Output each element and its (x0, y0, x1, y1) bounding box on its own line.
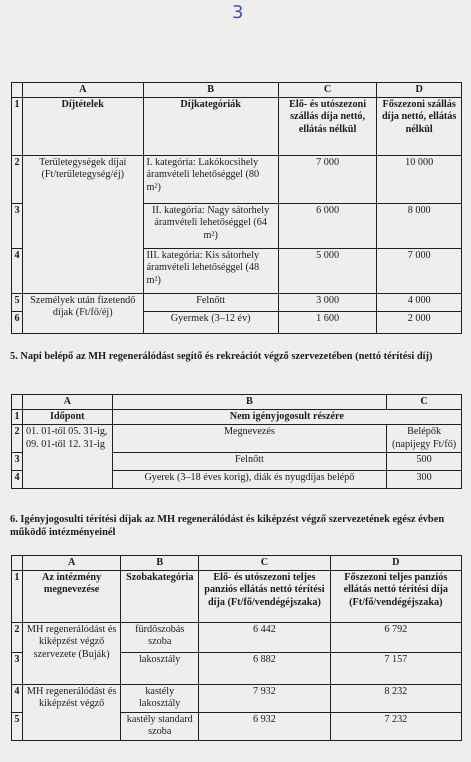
value-cell: 7 157 (330, 653, 461, 685)
value-cell: 7 932 (199, 685, 330, 713)
column-label: Megnevezés (112, 425, 387, 453)
table-row (12, 156, 462, 204)
header-cell: Elő- és utószezoni teljes panziós ellátás nettó térítési díja (Ft/fő/vendégéjszaka) (199, 571, 330, 623)
header-cell: Az intézmény megnevezése (22, 571, 120, 623)
room-category: kastély lakosztály (121, 685, 199, 713)
value-cell: 8 232 (330, 685, 461, 713)
table-row (12, 294, 462, 312)
col-letter: D (377, 83, 462, 98)
header-row (12, 410, 462, 425)
col-letter: D (330, 556, 461, 571)
header-cell: Szobakategória (121, 571, 199, 623)
table-row (12, 685, 462, 713)
table-row (12, 425, 462, 453)
value-cell: 1 600 (278, 312, 377, 334)
row-number: 4 (12, 471, 23, 489)
value-cell: 4 000 (377, 294, 462, 312)
category-cell: Gyermek (3–12 év) (143, 312, 278, 334)
header-cell: Díjkategóriák (143, 98, 278, 156)
value-cell: 7 000 (377, 249, 462, 294)
row-number: 5 (12, 294, 23, 312)
institution-cell: MH regenerálódást és kiképzést végző (22, 685, 120, 741)
row-number: 3 (12, 653, 23, 685)
entry-name: Felnőtt (112, 453, 387, 471)
row-number: 2 (12, 156, 23, 204)
value-cell: 7 000 (278, 156, 377, 204)
value-cell: 6 932 (199, 713, 330, 741)
period-cell: 01. 01-től 05. 31-ig, 09. 01-től 12. 31-ig (22, 425, 112, 489)
col-letter: B (112, 395, 387, 410)
header-cell: Főszezoni szállás díja nettó, ellátás nélkül (377, 98, 462, 156)
value-cell: 6 792 (330, 623, 461, 653)
group-label: Területegységek díjai (Ft/területegység/éj) (22, 156, 143, 294)
col-letter: C (387, 395, 462, 410)
room-category: lakosztály (121, 653, 199, 685)
category-cell: Felnőtt (143, 294, 278, 312)
value-cell: 8 000 (377, 204, 462, 249)
row-number: 6 (12, 312, 23, 334)
row-number: 1 (12, 571, 23, 623)
col-letter: A (22, 556, 120, 571)
header-cell: Elő- és utószezoni szállás díja nettó, ellátás nélkül (278, 98, 377, 156)
value-cell: 6 000 (278, 204, 377, 249)
column-label: Belépők (napijegy Ft/fő) (387, 425, 462, 453)
row-number: 5 (12, 713, 23, 741)
category-cell: I. kategória: Lakókocsihely áramvételi lehetőséggel (80 m²) (143, 156, 278, 204)
column-letters-row (12, 395, 462, 410)
row-number: 1 (12, 98, 23, 156)
entry-value: 300 (387, 471, 462, 489)
header-cell: Főszezoni teljes panziós ellátás nettó térítési díja (Ft/fő/vendégéjszaka) (330, 571, 461, 623)
group-label: Személyek után fizetendő díjak (Ft/fő/éj) (22, 294, 143, 334)
handwritten-page-mark: 3 (232, 2, 244, 23)
room-category: fürdőszobás szoba (121, 623, 199, 653)
room-category: kastély standard szoba (121, 713, 199, 741)
col-letter: B (121, 556, 199, 571)
column-letters-row (12, 556, 462, 571)
header-cell: Díjtételek (22, 98, 143, 156)
section-6-title: 6. Igényjogosulti térítési díjak az MH regenerálódást és kiképzést végző szervezetének egész évben működő intézményeinél (10, 514, 445, 538)
section-5-title: 5. Napi belépő az MH regenerálódást segítő és rekreációt végző szervezetében (nettó térítési díj) (10, 351, 433, 362)
row-number: 4 (12, 249, 23, 294)
value-cell: 10 000 (377, 156, 462, 204)
col-letter: C (199, 556, 330, 571)
value-cell: 7 232 (330, 713, 461, 741)
col-letter: B (143, 83, 278, 98)
camping-fee-table (11, 82, 462, 334)
row-number: 1 (12, 410, 23, 425)
col-letter: A (22, 83, 143, 98)
header-row (12, 98, 462, 156)
entry-name: Gyerek (3–18 éves korig), diák és nyugdíjas belépő (112, 471, 387, 489)
institution-cell: MH regenerálódást és kiképzést végző szervezete (Buják) (22, 623, 120, 685)
row-number: 4 (12, 685, 23, 713)
entry-value: 500 (387, 453, 462, 471)
category-cell: III. kategória: Kis sátorhely áramvételi lehetőséggel (48 m²) (143, 249, 278, 294)
header-cell: Nem igényjogosult részére (112, 410, 461, 425)
row-number: 2 (12, 425, 23, 453)
header-cell: Időpont (22, 410, 112, 425)
entitled-fee-table (11, 555, 462, 741)
value-cell: 2 000 (377, 312, 462, 334)
col-letter: C (278, 83, 377, 98)
table-row (12, 623, 462, 653)
row-number: 3 (12, 204, 23, 249)
header-row (12, 571, 462, 623)
value-cell: 5 000 (278, 249, 377, 294)
column-letters-row (12, 83, 462, 98)
row-number: 2 (12, 623, 23, 653)
value-cell: 6 442 (199, 623, 330, 653)
daily-entry-table (11, 394, 462, 489)
row-number: 3 (12, 453, 23, 471)
value-cell: 6 882 (199, 653, 330, 685)
value-cell: 3 000 (278, 294, 377, 312)
category-cell: II. kategória: Nagy sátorhely áramvételi lehetőséggel (64 m²) (143, 204, 278, 249)
col-letter: A (22, 395, 112, 410)
